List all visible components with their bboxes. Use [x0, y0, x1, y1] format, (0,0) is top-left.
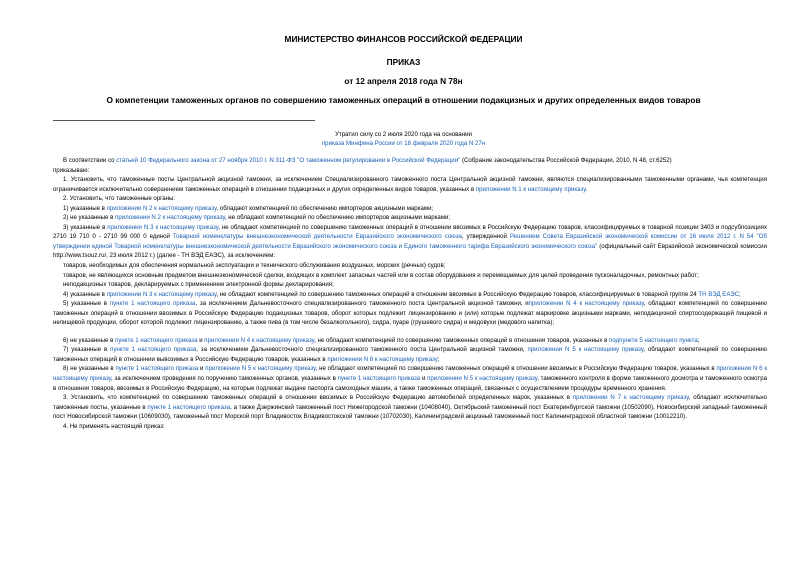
intro-paragraph: В соответствии со статьей 10 Федерального закона от 27 ноября 2010 г. N 311-ФЗ "О таможенном регулировании в Российской Федерации" (Собрание законодательства Российской Федерации, 2010, N 48, ст.6252): [63, 157, 672, 164]
status-note-link-line: [0, 139, 807, 149]
appendix-2-link[interactable]: приложении N 2 к настоящему приказу: [106, 204, 217, 212]
appendix-2-link[interactable]: приложении N 2 к настоящему приказу: [115, 214, 225, 222]
document-body: [53, 156, 767, 431]
paragraph-2-3-c: неподакцизных товаров, декларируемых с применением электронной формы декларирования;: [63, 281, 334, 289]
eec-decision-link[interactable]: Решением Совета Евразийской экономической комиссии от 16 июля 2012 г. N 54 "Об утверждении единой Товарной номенклатуры внешнеэкономической деятельности Евразийского экономического союза и Единого таможенного тарифа Евразийского экономического союза": [53, 233, 767, 250]
law-article-link[interactable]: статьей 10 Федерального закона от 27 ноября 2010 г. N 311-ФЗ "О таможенном регулировании в Российской Федерации": [116, 157, 461, 164]
appendix-5-link[interactable]: приложении N 5 к настоящему приказу: [205, 365, 316, 373]
tn-ved-link[interactable]: Товарной номенклатуры внешнеэкономической деятельности Евразийского экономического союза: [172, 233, 462, 241]
paragraph-2-5: 5) указанные в пункте 1 настоящего приказа, за исключением Дальневосточного специализированного таможенного поста Центральной акцизной таможни, иприложении N 4 к настоящему приказу, обладают компетенцией по совершению таможенных операций в отношении ввозимых в Российскую Федерацию подакцизных товаров, оборот которых подлежит лицензированию и (или) которые подлежат маркировке акцизными марками, неподакцизной спиртосодержащей пищевой и непищевой продукции, оборот которой подлежит лицензированию, а также пива (в том числе безалкогольного), сидра, пуаре (грушевого сидра) и медовухи (медового напитка);: [53, 300, 767, 327]
appendix-4-link[interactable]: приложении N 4 к настоящему приказу: [528, 300, 644, 308]
point-1-link[interactable]: пункте 1 настоящего приказа: [110, 346, 197, 354]
title-divider: [53, 120, 315, 121]
point-1-link[interactable]: пункте 1 настоящего приказа: [115, 365, 199, 373]
paragraph-2-1: 1) указанные в приложении N 2 к настоящему приказу, обладают компетенцией по обеспечению импортеров акцизными марками;: [63, 204, 434, 212]
document-date-number: от 12 апреля 2018 года N 78н: [344, 76, 463, 86]
repeal-order-link[interactable]: приказа Минфина России от 18 февраля 2020 года N 27н: [321, 140, 486, 147]
appendix-5-link[interactable]: приложении N 5 к настоящему приказу: [427, 375, 538, 383]
appendix-1-link[interactable]: приложении N 1 к настоящему приказу: [475, 185, 586, 193]
document-title: О компетенции таможенных органов по совершению таможенных операций в отношении подакцизных и других определенных видов товаров: [106, 95, 701, 105]
paragraph-2-3-b: товаров, не являющихся основным предметом внешнеэкономической сделки, входящих в комплект запасных частей или в состав оборудования и перемещаемых для целей проведения пусконаладочных, ремонтных работ;: [63, 271, 699, 279]
status-note: Утратил силу со 2 июля 2020 года на основании: [335, 131, 472, 138]
paragraph-2-7: 7) указанные в пункте 1 настоящего приказа, за исключением Дальневосточного специализированного таможенного поста Центральной акцизной таможни, приложении N 5 к настоящему приказу, обладают компетенцией по совершению таможенных операций в отношении вывозимых в Российскую Федерацию товаров, указанных в приложении N 6 к настоящему приказу;: [53, 346, 767, 363]
appendix-3-link[interactable]: приложении N 3 к настоящему приказу: [107, 223, 219, 231]
point-1-link[interactable]: пункте 1 настоящего приказа: [147, 403, 231, 411]
point-1-link[interactable]: пункте 1 настоящего приказа: [337, 375, 421, 383]
point-1-link[interactable]: пункте 1 настоящего приказа: [115, 336, 198, 344]
paragraph-2-3-a: товаров, необходимых для обеспечения нормальной эксплуатации и технического обслуживания воздушных, морских (речных) судов;: [63, 262, 446, 270]
paragraph-3: 3. Установить, что компетенцией по совершению таможенных операций в отношении ввозимых в Российскую Федерацию автомобилей определенных марок, указанных в приложении N 7 к настоящему приказу, обладают исключительно таможенные посты, указанные в пункте 1 настоящего приказа, а также Дзержинский таможенный пост Нижегородской таможни (10408040), Октябрьский таможенный пост Екатеринбургской таможни (10502090), Новосибирский западный таможенный пост Новосибирской таможни (10609030), таможенный пост Морской порт Владивосток Владивостокской таможни (10702030), Калининградский акцизный таможенный пост Калининградской областной таможни (10012210).: [53, 394, 768, 421]
paragraph-2-3: 3) указанные в приложении N 3 к настоящему приказу, не обладают компетенцией по совершению таможенных операций в отношении ввозимых в Российскую Федерацию товаров, классифицируемых в товарной позиции 3403 и подсубпозициях 2710 19 710 0 - 2710 99 000 0 единой Товарной номенклатуры внешнеэкономической деятельности Евразийского экономического союза, утвержденной Решением Совета Евразийской экономической комиссии от 16 июля 2012 г. N 54 "Об утверждении единой Товарной номенклатуры внешнеэкономической деятельности Евразийского экономического союза и Единого таможенного тарифа Евразийского экономического союза" (официальный сайт Евразийской экономической комиссии http://www.tsouz.ru/, 23 июля 2012 г.) (далее - ТН ВЭД ЕАЭС), за исключением:: [53, 223, 767, 260]
ministry-heading: МИНИСТЕРСТВО ФИНАНСОВ РОССИЙСКОЙ ФЕДЕРАЦИИ: [284, 34, 523, 44]
paragraph-2: 2. Установить, что таможенные органы:: [63, 195, 176, 203]
tn-ved-short-link[interactable]: ТН ВЭД ЕАЭС: [698, 290, 740, 298]
document-type: ПРИКАЗ: [386, 57, 421, 67]
paragraph-1: 1. Установить, что таможенные посты Центральной акцизной таможни, за исключением Специализированного таможенного поста Центральной акцизной таможни, являются специализированными таможенными органами, чья компетенция ограничивается исключительно совершением таможенных операций в отношении подакцизных и других определенных видов товаров, указанных в приложении N 1 к настоящему приказу.: [53, 176, 767, 193]
appendix-5-link[interactable]: приложении N 5 к настоящему приказу: [527, 346, 644, 354]
paragraph-2-8: 8) не указанные в пункте 1 настоящего приказа и приложении N 5 к настоящему приказу, не обладают компетенцией по совершению таможенных операций в отношении ввозимых в Российскую Федерацию товаров, указанных в приложении N 6 к настоящему приказу, за исключением проведения по поручению таможенных органов, указанных в пункте 1 настоящего приказа и приложении N 5 к настоящему приказу, таможенного контроля в форме таможенного досмотра и таможенного осмотра в отношении товаров, ввозимых в Российскую Федерацию, на которые подлежат выдаче паспорта самоходных машин, а также таможенных операций, связанных с осуществлением процедуры временного хранения.: [53, 365, 767, 392]
appendix-4-link[interactable]: приложении N 4 к настоящему приказу: [204, 336, 315, 344]
paragraph-2-6: 6) не указанные в пункте 1 настоящего приказа и приложении N 4 к настоящему приказу, не обладают компетенцией по совершению таможенных операций в отношении товаров, указанных в подпункте 5 настоящего пункта;: [63, 336, 700, 344]
order-word: приказываю:: [53, 166, 90, 174]
appendix-3-link[interactable]: приложении N 3 к настоящему приказу: [106, 290, 217, 298]
appendix-6-link[interactable]: приложении N 6 к настоящему приказу: [53, 365, 767, 383]
appendix-7-link[interactable]: приложении N 7 к настоящему приказу: [572, 394, 689, 402]
paragraph-2-2: 2) не указанные в приложении N 2 к настоящему приказу, не обладают компетенцией по обеспечению импортеров акцизными марками;: [63, 214, 451, 222]
subpoint-5-link[interactable]: подпункте 5 настоящего пункта: [609, 336, 698, 344]
paragraph-2-4: 4) указанные в приложении N 3 к настоящему приказу, не обладают компетенцией по совершению таможенных операций в отношении ввозимых в Российскую Федерацию товаров, классифицируемых в товарной группе 24 ТН ВЭД ЕАЭС;: [63, 290, 741, 298]
point-1-link[interactable]: пункте 1 настоящего приказа: [109, 300, 196, 308]
paragraph-4: 4. Не применять настоящий приказ:: [63, 422, 165, 430]
appendix-6-link[interactable]: приложении N 6 к настоящему приказу: [327, 355, 438, 363]
